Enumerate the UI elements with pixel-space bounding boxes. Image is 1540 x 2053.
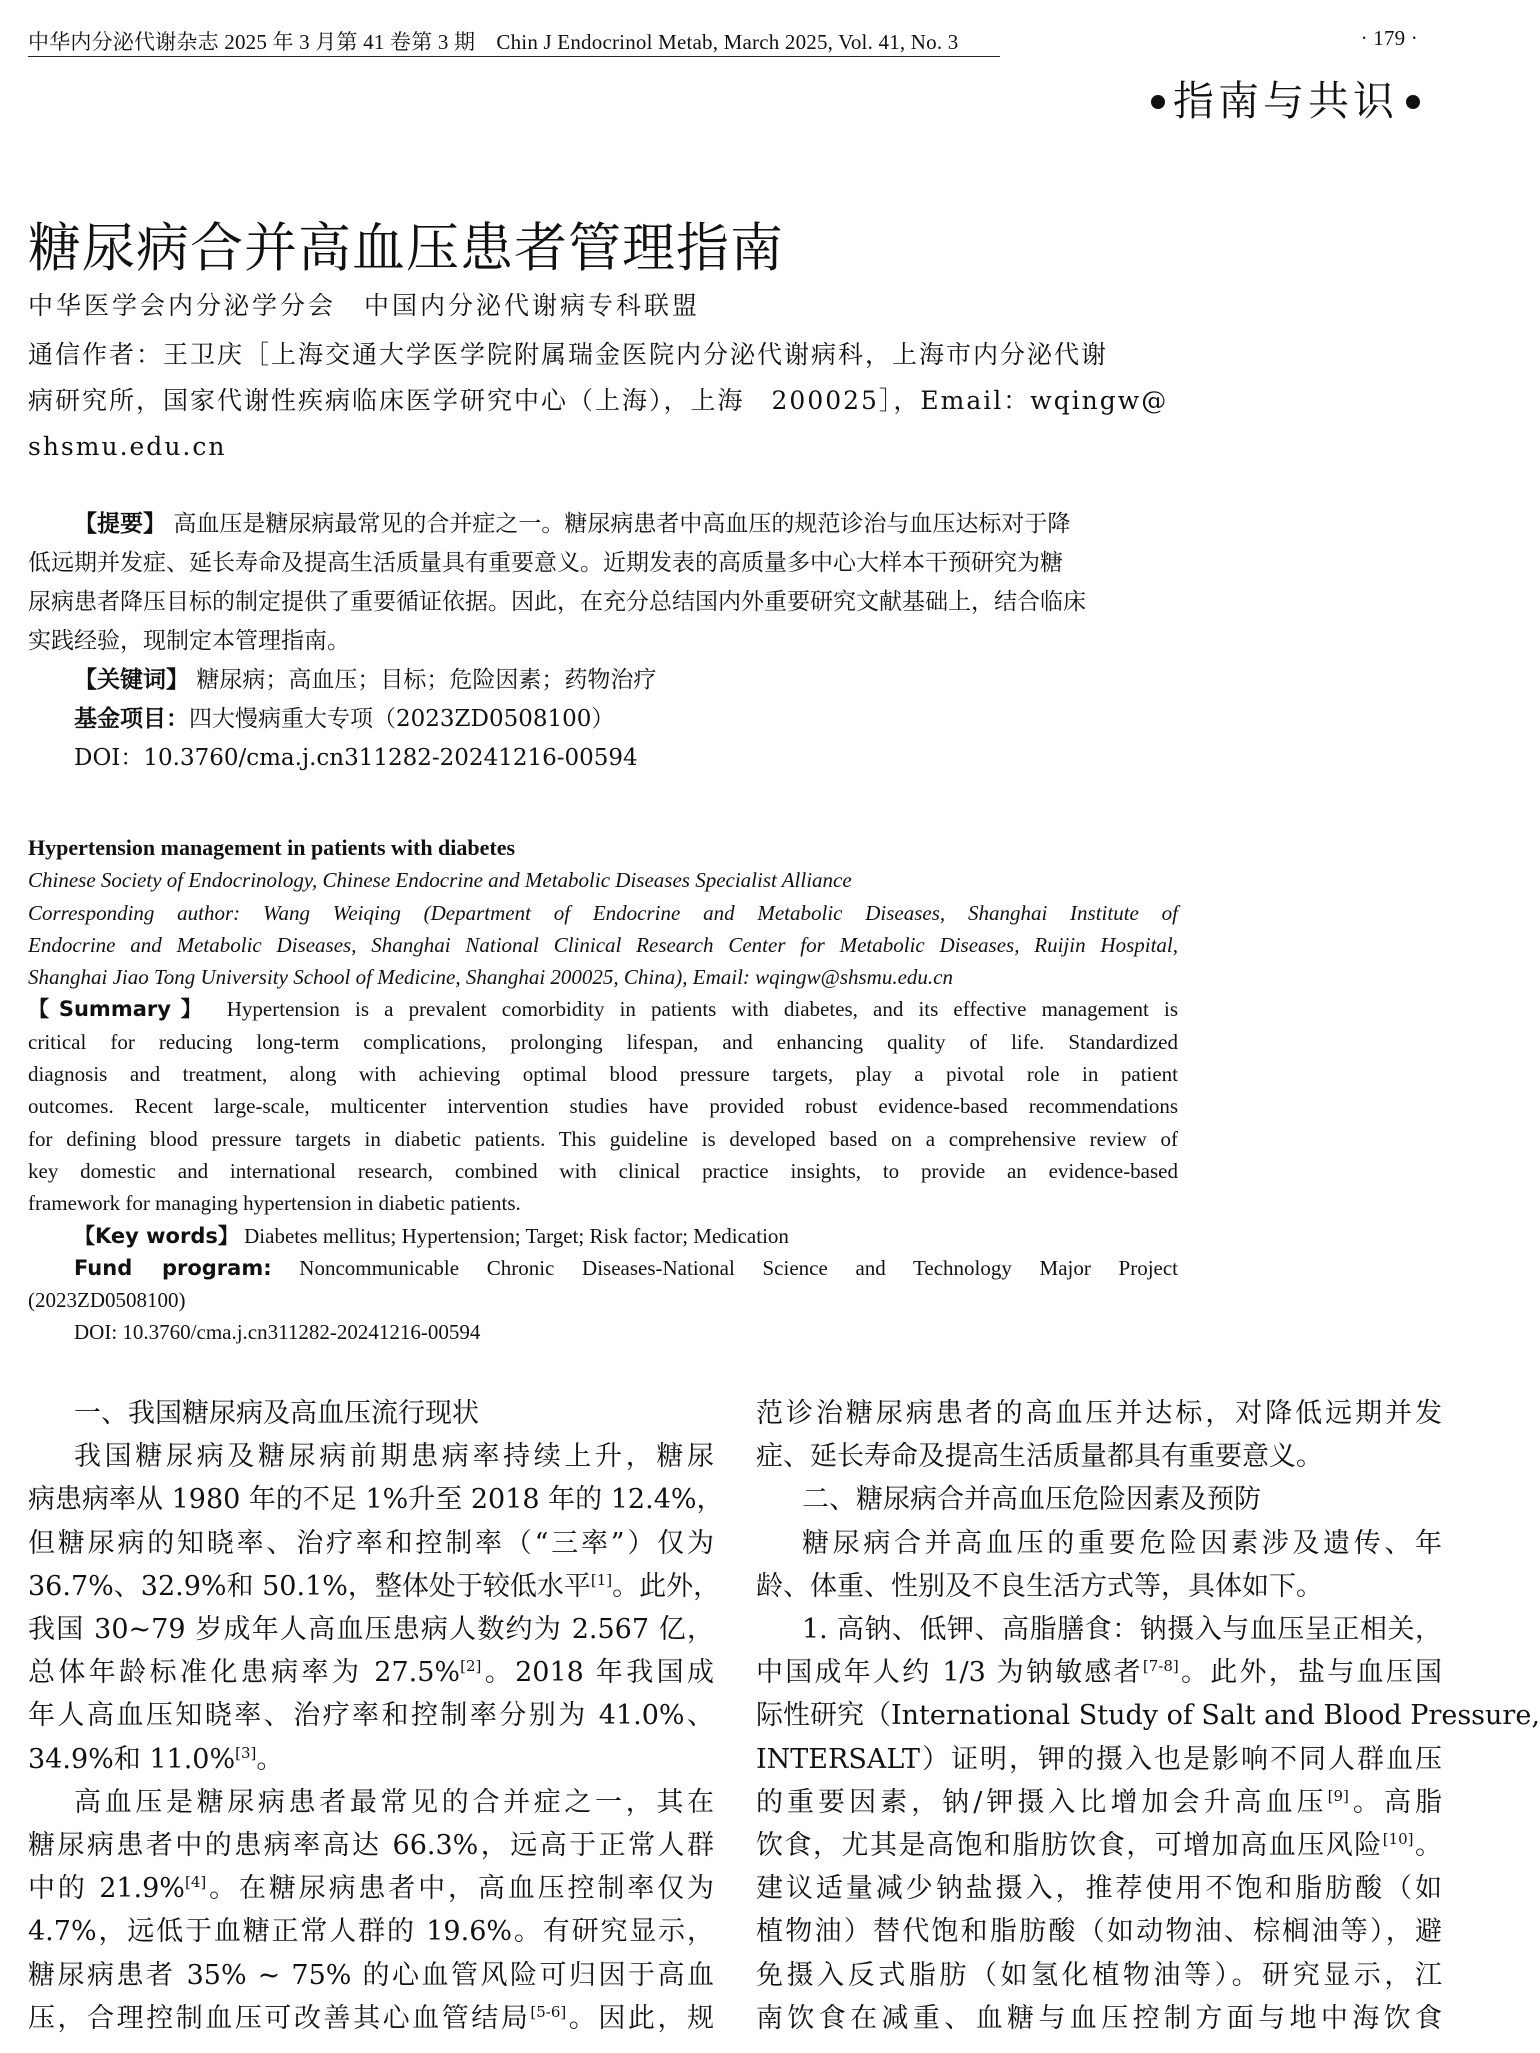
citation[interactable]: [1] bbox=[590, 1570, 613, 1589]
body-line: 糖尿病合并高血压的重要危险因素涉及遗传、年 bbox=[802, 1527, 1442, 1559]
summary-line: outcomes. Recent large-scale, multicenter intervention studies have provided robust evidence-based recommendations bbox=[28, 1094, 1178, 1119]
keywords: 糖尿病；高血压；目标；危险因素；药物治疗 bbox=[196, 667, 657, 693]
summary-label: 【Summary】 bbox=[28, 997, 212, 1022]
english-authors: Chinese Society of Endocrinology, Chinese Endocrine and Metabolic Diseases Specialist Alliance bbox=[28, 868, 852, 893]
article-title: 糖尿病合并高血压患者管理指南 bbox=[28, 217, 784, 279]
english-corr-line: Corresponding author: Wang Weiqing (Department of Endocrine and Metabolic Diseases, Shanghai Institute of bbox=[28, 900, 1178, 925]
body-line: 病患病率从 1980 年的不足 1%升至 2018 年的 12.4%， bbox=[28, 1484, 724, 1516]
abstract-line: 低远期并发症、延长寿命及提高生活质量具有重要意义。近期发表的高质量多中心大样本干预研究为糖 bbox=[28, 550, 1063, 576]
summary-line: framework for managing hypertension in diabetic patients. bbox=[28, 1191, 521, 1216]
english-corr-line: Shanghai Jiao Tong University School of Medicine, Shanghai 200025, China), Email: wqingw@shsmu.edu.cn bbox=[28, 965, 953, 990]
abstract-line: 实践经验，现制定本管理指南。 bbox=[28, 628, 350, 654]
correspondence-line: 病研究所，国家代谢性疾病临床医学研究中心（上海），上海 200025］，Email：wqingw@ bbox=[28, 386, 1169, 415]
english-keywords-label: 【Key words】 bbox=[74, 1223, 239, 1248]
section-heading: 一、我国糖尿病及高血压流行现状 bbox=[74, 1398, 479, 1429]
body-line: 压，合理控制血压可改善其心血管结局[5-6]。因此，规 bbox=[28, 2002, 715, 2034]
citation[interactable]: [7-8] bbox=[1142, 1657, 1179, 1676]
running-head-rule bbox=[28, 56, 1000, 57]
body-line: 但糖尿病的知晓率、治疗率和控制率（“三率”）仅为 bbox=[28, 1527, 714, 1559]
body-line: 中的 21.9%[4]。在糖尿病患者中，高血压控制率仅为 bbox=[28, 1873, 715, 1905]
body-line: 范诊治糖尿病患者的高血压并达标，对降低远期并发 bbox=[756, 1398, 1442, 1429]
correspondence bbox=[28, 332, 1178, 470]
body-line: 高血压是糖尿病患者最常见的合并症之一，其在 bbox=[74, 1786, 714, 1818]
abstract-label: 【提要】 bbox=[74, 511, 166, 537]
page-number: · 179 · bbox=[1360, 26, 1418, 50]
citation[interactable]: [2] bbox=[460, 1657, 482, 1676]
citation[interactable]: [10] bbox=[1382, 1830, 1414, 1849]
body-line: 南饮食在减重、血糖与血压控制方面与地中海饮食 bbox=[756, 2002, 1442, 2034]
summary-line: critical for reducing long-term complications, prolonging lifespan, and enhancing quality of life. Standardized bbox=[28, 1029, 1178, 1054]
correspondence-line: 通信作者：王卫庆［上海交通大学医学院附属瑞金医院内分泌代谢病科，上海市内分泌代谢 bbox=[28, 340, 1109, 369]
column-label-text: 指南与共识 bbox=[1173, 77, 1398, 125]
body-column-right bbox=[756, 1392, 1540, 2040]
body-line: 症、延长寿命及提高生活质量都具有重要意义。 bbox=[756, 1441, 1323, 1473]
body-line: 我国 30~79 岁成年人高血压患病人数约为 2.567 亿， bbox=[28, 1614, 714, 1646]
fund: 四大慢病重大专项（2023ZD0508100） bbox=[189, 706, 615, 732]
correspondence-line: shsmu.edu.cn bbox=[28, 432, 227, 461]
running-head bbox=[28, 26, 1424, 54]
english-fund-line: (2023ZD0508100) bbox=[28, 1288, 186, 1313]
bullet-dot-icon bbox=[1151, 95, 1165, 109]
body-line: 34.9%和 11.0%[3]。 bbox=[28, 1743, 284, 1775]
body-line: 糖尿病患者中的患病率高达 66.3%，远高于正常人群 bbox=[28, 1830, 714, 1862]
body-line: 免摄入反式脂肪（如氢化植物油等）。研究显示，江 bbox=[756, 1959, 1442, 1991]
bullet-dot-icon bbox=[1406, 95, 1420, 109]
doi-en: DOI: 10.3760/cma.j.cn311282-20241216-00594 bbox=[74, 1320, 481, 1345]
english-corr-line: Endocrine and Metabolic Diseases, Shanghai National Clinical Research Center for Metabolic Diseases, Ruijin Hospital, bbox=[28, 932, 1178, 957]
column-label bbox=[1143, 68, 1428, 127]
english-fund-line: Fund program: Noncommunicable Chronic Diseases-National Science and Technology Major Project bbox=[74, 1255, 1179, 1280]
body-line: 饮食，尤其是高饱和脂肪饮食，可增加高血压风险[10]。 bbox=[756, 1830, 1443, 1862]
abstract-chinese bbox=[28, 505, 1178, 778]
summary-line: diagnosis and treatment, along with achieving optimal blood pressure targets, play a pivotal role in patient bbox=[28, 1062, 1178, 1087]
body-line: 4.7%，远低于血糖正常人群的 19.6%。有研究显示， bbox=[28, 1916, 714, 1948]
citation[interactable]: [9] bbox=[1327, 1786, 1349, 1805]
fund-line bbox=[28, 700, 1178, 739]
body-line: 我国糖尿病及糖尿病前期患病率持续上升，糖尿 bbox=[74, 1441, 714, 1473]
authors: 中华医学会内分泌学分会 中国内分泌代谢病专科联盟 bbox=[28, 291, 701, 320]
body-line: 总体年龄标准化患病率为 27.5%[2]。2018 年我国成 bbox=[28, 1657, 715, 1689]
body-line: 中国成年人约 1/3 为钠敏感者[7-8]。此外，盐与血压国 bbox=[756, 1657, 1443, 1689]
fund-label: 基金项目： bbox=[74, 706, 189, 732]
body-line: 1. 高钠、低钾、高脂膳食：钠摄入与血压呈正相关， bbox=[802, 1614, 1442, 1646]
body-column-left bbox=[28, 1392, 724, 2040]
summary-line: 【Summary】 Hypertension is a prevalent comorbidity in patients with diabetes, and its effective management is bbox=[28, 997, 1178, 1022]
abstract-line: 尿病患者降压目标的制定提供了重要循证依据。因此，在充分总结国内外重要研究文献基础上，结合临床 bbox=[28, 589, 1086, 615]
english-title: Hypertension management in patients with diabetes bbox=[28, 835, 516, 860]
body-line: 糖尿病患者 35% ~ 75% 的心血管风险可归因于高血 bbox=[28, 1959, 714, 1991]
citation[interactable]: [4] bbox=[184, 1873, 207, 1892]
body-line: 年人高血压知晓率、治疗率和控制率分别为 41.0%、 bbox=[28, 1700, 714, 1732]
english-fund-label: Fund program: bbox=[74, 1255, 272, 1280]
body-line: 际性研究（International Study of Salt and Blood Pressure, bbox=[756, 1700, 1540, 1732]
body-line: 龄、体重、性别及不良生活方式等，具体如下。 bbox=[756, 1570, 1323, 1602]
citation[interactable]: [3] bbox=[235, 1743, 257, 1762]
section-heading: 二、糖尿病合并高血压危险因素及预防 bbox=[802, 1484, 1261, 1516]
body-line: 植物油）替代饱和脂肪酸（如动物油、棕榈油等），避 bbox=[756, 1916, 1442, 1948]
summary-line: for defining blood pressure targets in diabetic patients. This guideline is developed based on a comprehensive review of bbox=[28, 1126, 1178, 1151]
body-line: 的重要因素，钠/钾摄入比增加会升高血压[9]。高脂 bbox=[756, 1786, 1442, 1818]
keywords-line bbox=[28, 661, 1178, 700]
abstract-english bbox=[28, 832, 1178, 1349]
body-line: INTERSALT）证明，钾的摄入也是影响不同人群血压 bbox=[756, 1743, 1442, 1775]
citation[interactable]: [5-6] bbox=[530, 2002, 567, 2021]
doi-cn: DOI：10.3760/cma.j.cn311282-20241216-00594 bbox=[74, 745, 638, 771]
body-line: 建议适量减少钠盐摄入，推荐使用不饱和脂肪酸（如 bbox=[756, 1873, 1442, 1905]
english-keywords: Diabetes mellitus; Hypertension; Target; Risk factor; Medication bbox=[244, 1223, 789, 1248]
english-keywords-line bbox=[28, 1220, 1178, 1252]
abstract-line: 【提要】 高血压是糖尿病最常见的合并症之一。糖尿病患者中高血压的规范诊治与血压达标对于降 bbox=[74, 511, 1071, 537]
running-head-journal: 中华内分泌代谢杂志 2025 年 3 月第 41 卷第 3 期 Chin J Endocrinol Metab, March 2025, Vol. 41, No. 3 bbox=[28, 30, 959, 54]
keywords-label: 【关键词】 bbox=[74, 667, 189, 693]
body-line: 36.7%、32.9%和 50.1%，整体处于较低水平[1]。此外， bbox=[28, 1570, 721, 1602]
summary-line: key domestic and international research, combined with clinical practice insights, to provide an evidence-based bbox=[28, 1158, 1178, 1183]
